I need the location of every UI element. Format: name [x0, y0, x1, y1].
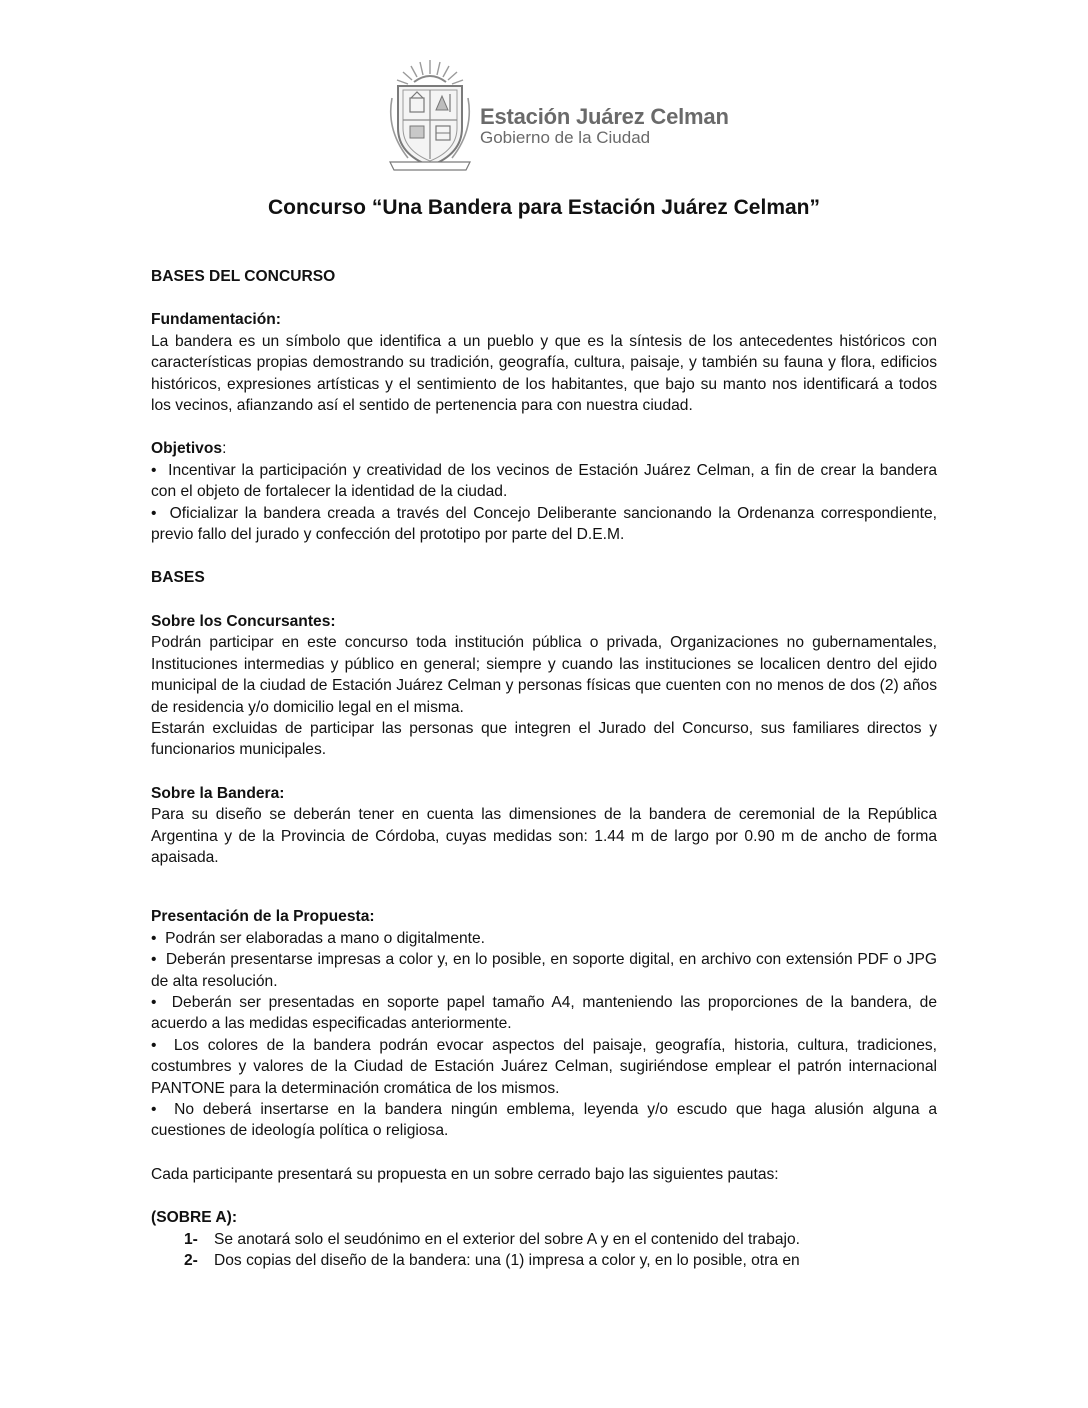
bullet-icon: • [151, 993, 157, 1011]
sobre-a-heading: (SOBRE A): [151, 1209, 238, 1227]
bullet-icon: • [151, 461, 157, 479]
city-crest-logo [384, 58, 476, 176]
document-body [151, 266, 937, 1271]
presentacion-item: • Deberán presentarse impresas a color y, en lo posible, en soporte digital, en archivo con extensión PDF o JPG de alta resolución. [151, 951, 937, 990]
bullet-icon: • [151, 929, 157, 947]
bases-del-concurso-heading: BASES DEL CONCURSO [151, 268, 336, 285]
organization-name: Estación Juárez Celman [480, 104, 729, 129]
letterhead [384, 58, 804, 176]
bandera-paragraph: Para su diseño se deberán tener en cuenta las dimensiones de la bandera de ceremonial de la República Argentina y de la Provincia de Córdoba, cuyas medidas son: 1.44 m de largo por 0.90 m de ancho de forma apaisada. [151, 806, 937, 866]
objetivo-item: • Incentivar la participación y creatividad de los vecinos de Estación Juárez Celman, a fin de crear la bandera con el objeto de fortalecer la identidad de la ciudad. [151, 461, 938, 501]
item-number: 1- [184, 1230, 198, 1248]
objetivo-item: • Oficializar la bandera creada a través del Concejo Deliberante sancionando la Ordenanza correspondiente, previo fallo del jurado y confección del prototipo por parte del D.E.M. [151, 504, 937, 544]
bases-heading: BASES [151, 569, 205, 587]
concursantes-heading: Sobre los Concursantes: [151, 612, 336, 630]
item-text: Se anotará solo el seudónimo en el exterior del sobre A y en el contenido del trabajo. [214, 1230, 801, 1248]
presentacion-heading: Presentación de la Propuesta: [151, 908, 375, 926]
document-title: Concurso “Una Bandera para Estación Juárez Celman” [268, 196, 820, 219]
bullet-icon: • [151, 504, 157, 522]
bullet-icon: • [151, 1036, 157, 1054]
concursantes-paragraph: Estarán excluidas de participar las personas que integren el Jurado del Concurso, sus familiares directos y funcionarios municipales. [151, 719, 937, 759]
fundamentacion-paragraph: La bandera es un símbolo que identifica a un pueblo y que es la síntesis de los antecedentes históricos con características propias demostrando su tradición, geografía, cultura, paisaje, y también su fauna y flora, edificios históricos, expresiones artísticas y el sentimiento de los habitantes, que bajo su manto nos identificará a todos los vecinos, afianzando así el sentido de pertenencia para con nuestra ciudad. [151, 332, 937, 415]
bandera-heading: Sobre la Bandera: [151, 784, 285, 802]
presentacion-item: • No deberá insertarse en la bandera ningún emblema, leyenda y/o escudo que haga alusión alguna a cuestiones de ideología política o religiosa. [151, 1101, 938, 1140]
presentacion-item: • Los colores de la bandera podrán evocar aspectos del paisaje, geografía, historia, cultura, tradiciones, costumbres y valores de la Ciudad de Estación Juárez Celman, sugiriéndose emplear el patrón internacional PANTONE para la determinación cromática de los mismos. [151, 1036, 937, 1097]
item-text: Dos copias del diseño de la bandera: una (1) impresa a color y, en lo posible, otra en [214, 1252, 800, 1270]
bullet-icon: • [151, 1101, 157, 1118]
item-number: 2- [184, 1252, 198, 1270]
fundamentacion-heading: Fundamentación: [151, 311, 281, 329]
objetivos-heading: Objetivos: [151, 440, 227, 458]
sobre-a-list [151, 1229, 937, 1272]
bullet-icon: • [151, 951, 157, 969]
presentacion-item: • Podrán ser elaboradas a mano o digitalmente. [151, 929, 486, 947]
concursantes-paragraph: Podrán participar en este concurso toda institución pública o privada, Organizaciones no gubernamentales, Instituciones intermedias y público en general; siempre y cuando las instituciones se localicen dentro del ejido municipal de la ciudad de Estación Juárez Celman y personas físicas que cuenten con no menos de dos (2) años de residencia y/o domicilio legal en el misma. [151, 634, 937, 716]
presentacion-item: • Deberán ser presentadas en soporte papel tamaño A4, manteniendo las proporciones de la bandera, de acuerdo a las medidas especificadas anteriormente. [151, 993, 938, 1033]
sobre-a-item [184, 1250, 937, 1271]
organization-subtitle: Gobierno de la Ciudad [480, 128, 651, 147]
sobre-a-item [184, 1229, 937, 1250]
cada-participante-paragraph: Cada participante presentará su propuesta en un sobre cerrado bajo las siguientes pautas: [151, 1165, 779, 1183]
